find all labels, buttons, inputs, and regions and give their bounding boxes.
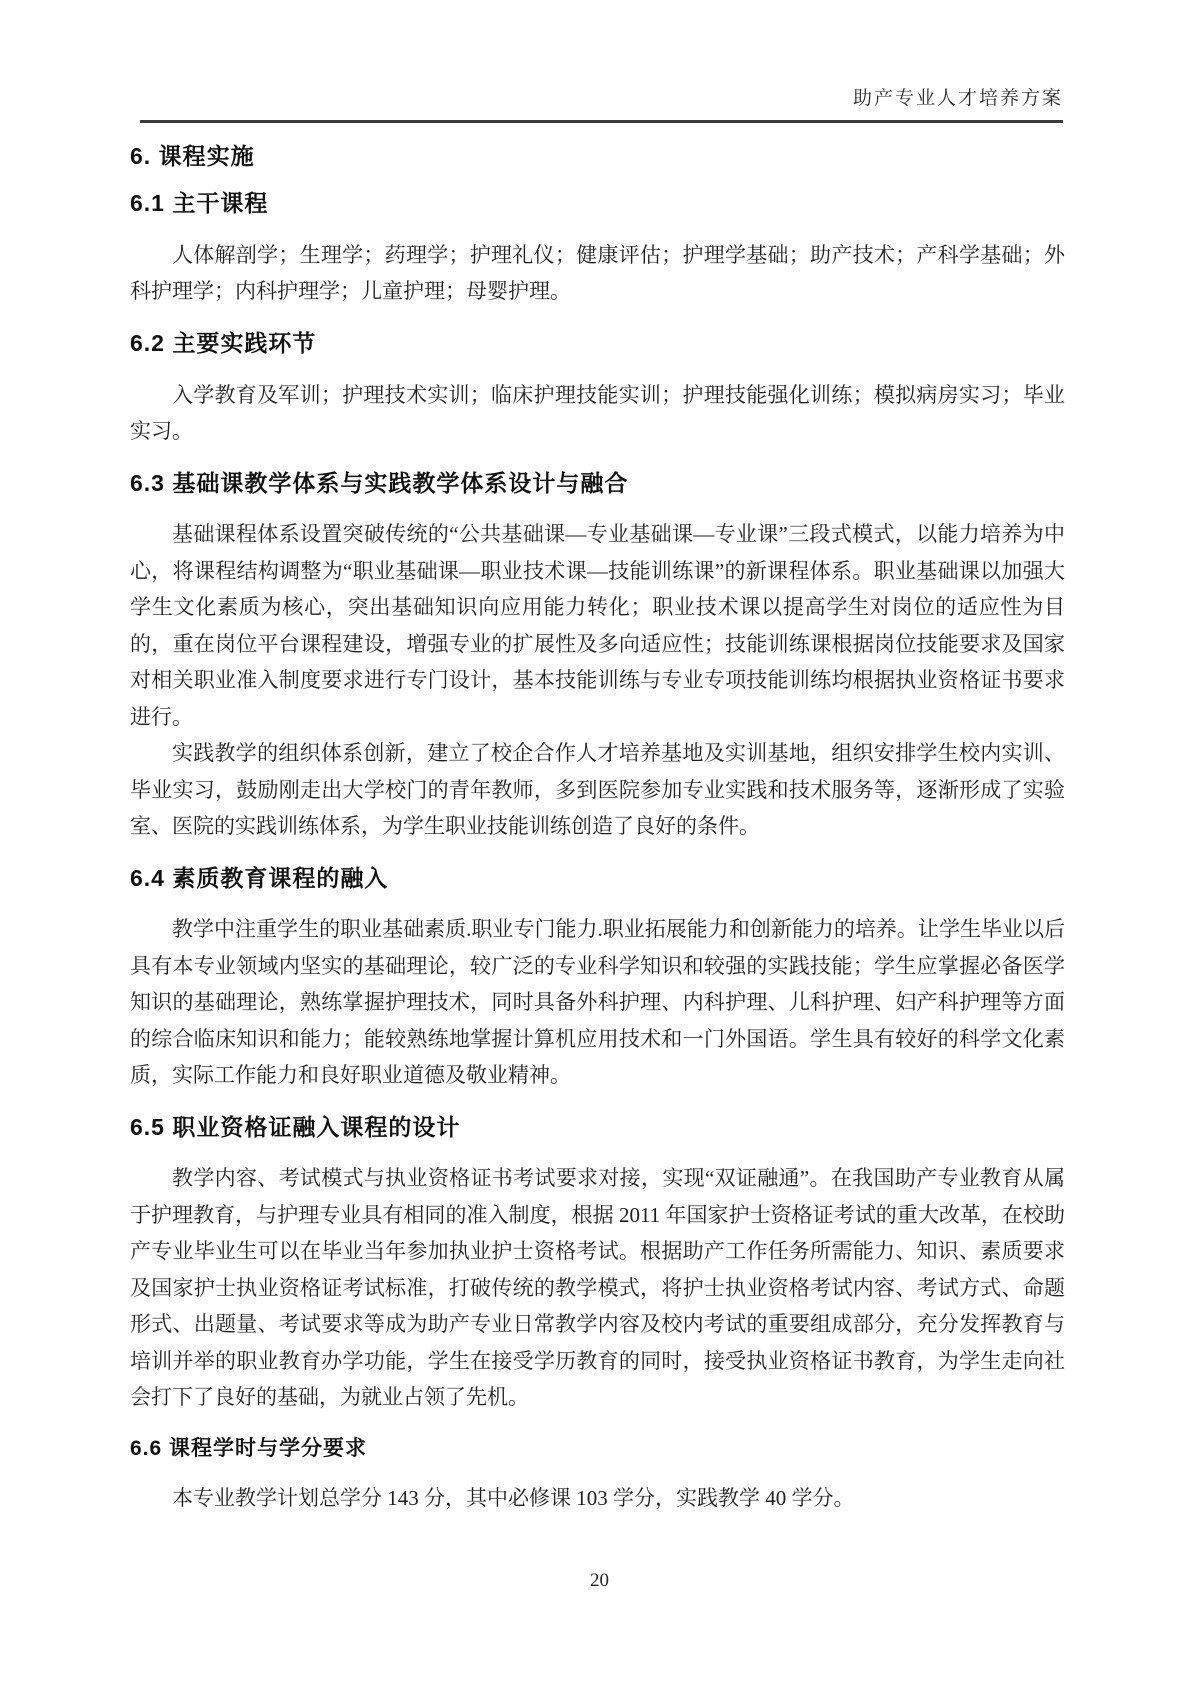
paragraph-6-2: 入学教育及军训；护理技术实训；临床护理技能实训；护理技能强化训练；模拟病房实习；毕业实习。 [130,382,1065,444]
document-content [130,143,1065,1517]
paragraph-6-5: 教学内容、考试模式与执业资格证书考试要求对接，实现“双证融通”。在我国助产专业教育从属于护理教育，与护理专业具有相同的准入制度，根据 2011 年国家护士资格证考试的重大改革，在校助产专业毕业生可以在毕业当年参加执业护士资格考试。根据助产工作任务所需能力、知识、素质要求及国家护士执业资格证考试标准，打破传统的教学模式，将护士执业资格考试内容、考试方式、命题形式、出题量、考试要求等成为助产专业日常教学内容及校内考试的重要组成部分，充分发挥教育与培训并举的职业教育办学功能，学生在接受学历教育的同时，接受执业资格证书教育，为学生走向社会打下了良好的基础，为就业占领了先机。 [130,1166,1065,1410]
section-heading-6-3: 6.3 基础课教学体系与实践教学体系设计与融合 [130,469,629,496]
paragraph-6-1: 人体解剖学；生理学；药理学；护理礼仪；健康评估；护理学基础；助产技术；产科学基础；外科护理学；内科护理学；儿童护理；母婴护理。 [130,242,1065,304]
page-number: 20 [590,1570,609,1591]
section-heading-6-4: 6.4 素质教育课程的融入 [130,864,389,891]
paragraph-6-3-1: 基础课程体系设置突破传统的“公共基础课—专业基础课—专业课”三段式模式，以能力培养为中心，将课程结构调整为“职业基础课—职业技术课—技能训练课”的新课程体系。职业基础课以加强大学生文化素质为核心，突出基础知识向应用能力转化；职业技术课以提高学生对岗位的适应性为目的，重在岗位平台课程建设，增强专业的扩展性及多向适应性；技能训练课根据岗位技能要求及国家对相关职业准入制度要求进行专门设计，基本技能训练与专业专项技能训练均根据执业资格证书要求进行。 [130,522,1065,729]
document-header-title: 助产专业人才培养方案 [140,0,1063,123]
section-heading-6: 6. 课程实施 [130,142,255,169]
section-heading-6-6: 6.6 课程学时与学分要求 [130,1436,368,1460]
section-heading-6-5: 6.5 职业资格证融入课程的设计 [130,1113,461,1140]
paragraph-6-4: 教学中注重学生的职业基础素质.职业专门能力.职业拓展能力和创新能力的培养。让学生毕业以后具有本专业领域内坚实的基础理论，较广泛的专业科学知识和较强的实践技能；学生应掌握必备医学知识的基础理论，熟练掌握护理技术，同时具备外科护理、内科护理、儿科护理、妇产科护理等方面的综合临床知识和能力；能较熟练地掌握计算机应用技术和一门外国语。学生具有较好的科学文化素质，实际工作能力和良好职业道德及敬业精神。 [130,917,1065,1088]
paragraph-6-3-2: 实践教学的组织体系创新，建立了校企合作人才培养基地及实训基地，组织安排学生校内实训、毕业实习，鼓励刚走出大学校门的青年教师，多到医院参加专业实践和技术服务等，逐渐形成了实验室、医院的实践训练体系，为学生职业技能训练创造了良好的条件。 [130,741,1065,839]
section-heading-6-1: 6.1 主干课程 [130,190,269,217]
section-heading-6-2: 6.2 主要实践环节 [130,329,317,356]
paragraph-6-6: 本专业教学计划总学分 143 分，其中必修课 103 学分，实践教学 40 学分。 [172,1486,855,1511]
